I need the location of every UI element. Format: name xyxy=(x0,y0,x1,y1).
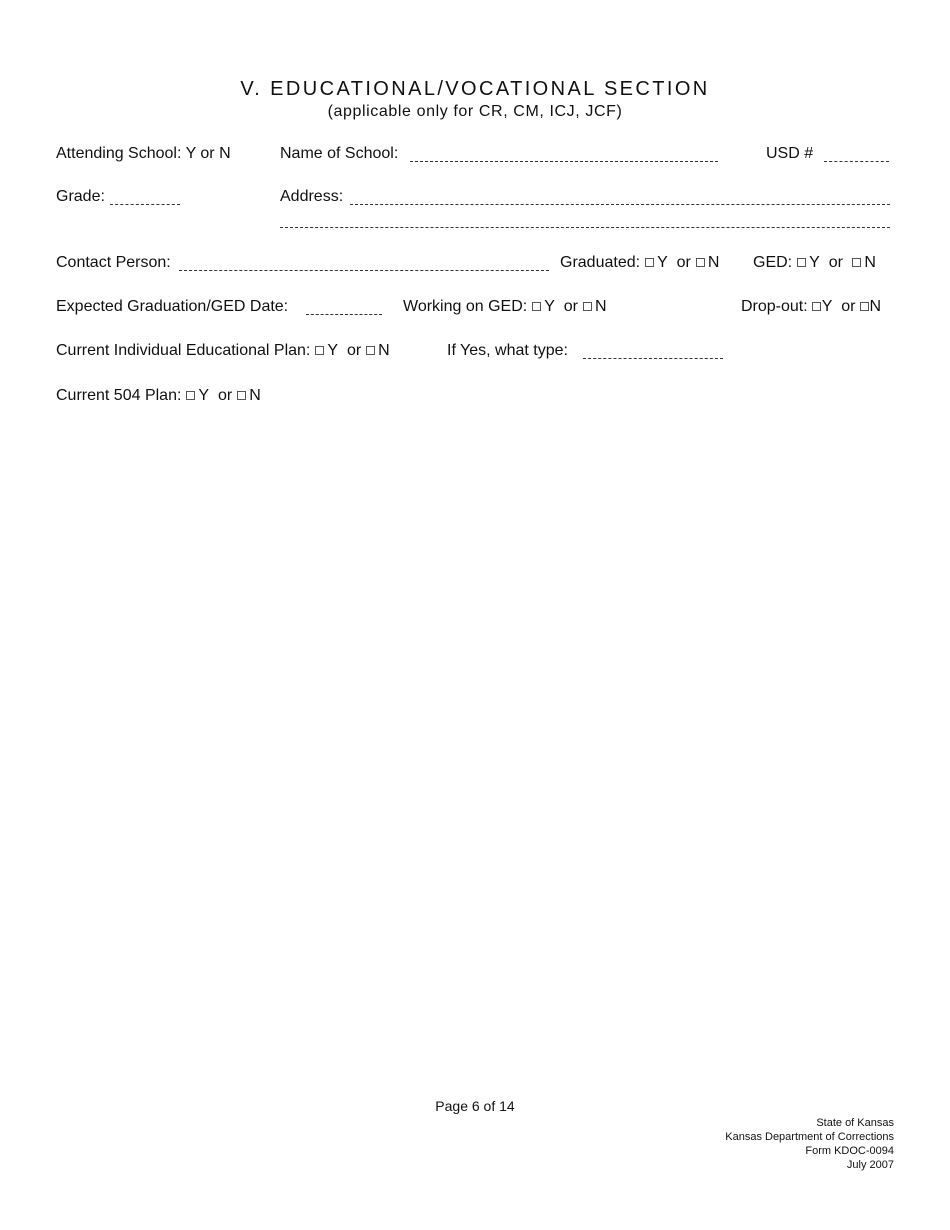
footer-state: State of Kansas xyxy=(816,1117,894,1129)
section-title: V. EDUCATIONAL/VOCATIONAL SECTION xyxy=(240,78,710,100)
graduated-no-checkbox[interactable] xyxy=(696,258,705,267)
option-no: N xyxy=(869,298,882,315)
working-on-ged-no-checkbox[interactable] xyxy=(583,302,592,311)
current-504-label: Current 504 Plan: xyxy=(56,387,182,404)
current-iep-yes-checkbox[interactable] xyxy=(315,346,324,355)
address-field-line-1[interactable] xyxy=(350,204,890,205)
name-of-school-field[interactable] xyxy=(410,161,718,162)
current-504-yes-checkbox[interactable] xyxy=(186,391,195,400)
usd-label: USD # xyxy=(766,145,814,162)
graduated-yes-checkbox[interactable] xyxy=(645,258,654,267)
option-yes: Y xyxy=(809,254,820,271)
if-yes-type-field[interactable] xyxy=(583,358,723,359)
option-or: or xyxy=(346,342,362,359)
option-yes: Y xyxy=(657,254,668,271)
option-yes: Y xyxy=(198,387,210,404)
if-yes-label: If Yes, what type: xyxy=(447,342,568,359)
contact-person-field[interactable] xyxy=(179,270,549,271)
page-number: Page 6 of 14 xyxy=(435,1098,515,1114)
working-on-ged-yes-checkbox[interactable] xyxy=(532,302,541,311)
option-yes: Y xyxy=(821,298,833,315)
ged-label: GED: xyxy=(753,254,793,271)
attending-school-label: Attending School: Y or N xyxy=(56,145,231,162)
address-label: Address: xyxy=(280,188,344,205)
footer-department: Kansas Department of Corrections xyxy=(725,1131,894,1143)
current-iep-group xyxy=(56,342,390,360)
ged-no-checkbox[interactable] xyxy=(852,258,861,267)
working-on-ged-group xyxy=(403,298,607,316)
current-504-no-checkbox[interactable] xyxy=(237,391,246,400)
expected-graduation-field[interactable] xyxy=(306,314,382,315)
graduated-label: Graduated: xyxy=(560,254,641,271)
option-or: or xyxy=(676,254,691,271)
ged-yes-checkbox[interactable] xyxy=(797,258,806,267)
option-no: N xyxy=(864,254,876,271)
option-or: or xyxy=(841,298,856,315)
grade-field[interactable] xyxy=(110,204,180,205)
address-field-line-2[interactable] xyxy=(280,227,890,228)
name-of-school-label: Name of School: xyxy=(280,145,399,162)
option-no: N xyxy=(707,254,720,271)
option-or: or xyxy=(563,298,578,315)
usd-field[interactable] xyxy=(824,161,889,162)
option-no: N xyxy=(378,342,390,359)
drop-out-group xyxy=(741,298,881,316)
current-iep-no-checkbox[interactable] xyxy=(366,346,375,355)
drop-out-label: Drop-out: xyxy=(741,298,808,315)
current-iep-label: Current Individual Educational Plan: xyxy=(56,342,311,359)
working-on-ged-label: Working on GED: xyxy=(403,298,528,315)
current-504-group xyxy=(56,387,261,405)
option-yes: Y xyxy=(544,298,555,315)
footer-form-number: Form KDOC-0094 xyxy=(805,1145,894,1157)
option-or: or xyxy=(217,387,233,404)
contact-person-label: Contact Person: xyxy=(56,254,171,271)
footer-date: July 2007 xyxy=(846,1159,894,1171)
graduated-group xyxy=(560,254,719,272)
section-subtitle: (applicable only for CR, CM, ICJ, JCF) xyxy=(327,103,623,120)
drop-out-no-checkbox[interactable] xyxy=(860,302,869,311)
option-or: or xyxy=(828,254,843,271)
option-no: N xyxy=(249,387,261,404)
grade-label: Grade: xyxy=(56,188,105,205)
option-no: N xyxy=(595,298,607,315)
drop-out-yes-checkbox[interactable] xyxy=(812,302,821,311)
expected-graduation-label: Expected Graduation/GED Date: xyxy=(56,298,289,315)
option-yes: Y xyxy=(327,342,339,359)
ged-group xyxy=(753,254,876,272)
